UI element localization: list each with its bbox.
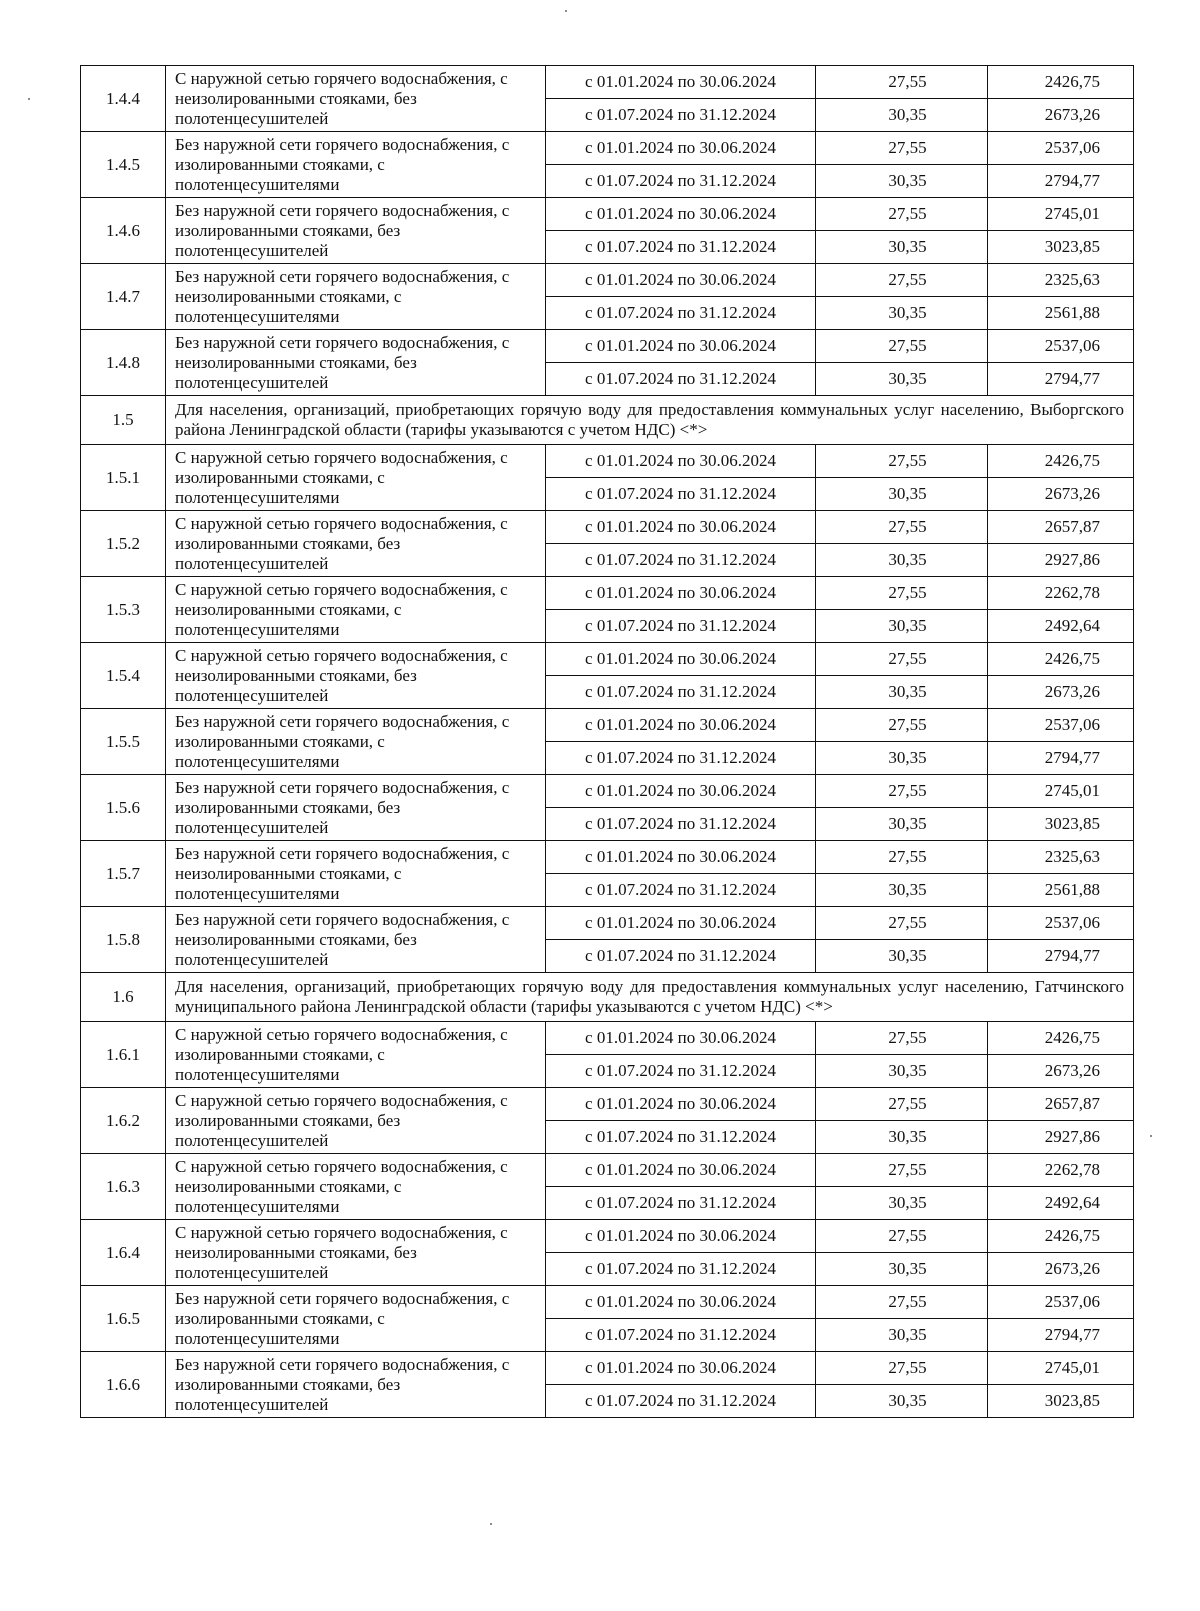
period-cell: с 01.07.2024 по 31.12.2024 bbox=[546, 544, 816, 577]
rate-component-cell: 27,55 bbox=[816, 264, 988, 297]
period-cell: с 01.07.2024 по 31.12.2024 bbox=[546, 1187, 816, 1220]
tariff-row bbox=[81, 709, 1134, 742]
rate-component-cell: 27,55 bbox=[816, 66, 988, 99]
tariff-row bbox=[81, 1352, 1134, 1385]
period-cell: с 01.01.2024 по 30.06.2024 bbox=[546, 330, 816, 363]
rate-component-cell: 30,35 bbox=[816, 1253, 988, 1286]
tariff-row bbox=[81, 445, 1134, 478]
item-description: Без наружной сети горячего водоснабжения, с неизолированными стояками, без полотенцесушителей bbox=[166, 330, 546, 396]
period-cell: с 01.01.2024 по 30.06.2024 bbox=[546, 1088, 816, 1121]
item-description: Без наружной сети горячего водоснабжения, с изолированными стояками, с полотенцесушителями bbox=[166, 1286, 546, 1352]
item-number: 1.5.5 bbox=[81, 709, 166, 775]
period-cell: с 01.07.2024 по 31.12.2024 bbox=[546, 1055, 816, 1088]
section-number: 1.5 bbox=[81, 396, 166, 445]
tariff-row bbox=[81, 66, 1134, 99]
item-number: 1.5.6 bbox=[81, 775, 166, 841]
rate-value-cell: 2537,06 bbox=[988, 709, 1134, 742]
scan-speck bbox=[28, 98, 30, 100]
period-cell: с 01.01.2024 по 30.06.2024 bbox=[546, 577, 816, 610]
rate-value-cell: 2794,77 bbox=[988, 363, 1134, 396]
rate-value-cell: 2745,01 bbox=[988, 1352, 1134, 1385]
rate-component-cell: 27,55 bbox=[816, 1286, 988, 1319]
rate-component-cell: 30,35 bbox=[816, 874, 988, 907]
rate-component-cell: 30,35 bbox=[816, 808, 988, 841]
item-number: 1.5.4 bbox=[81, 643, 166, 709]
period-cell: с 01.07.2024 по 31.12.2024 bbox=[546, 742, 816, 775]
tariff-row bbox=[81, 132, 1134, 165]
item-number: 1.4.7 bbox=[81, 264, 166, 330]
tariff-row bbox=[81, 264, 1134, 297]
item-description: Без наружной сети горячего водоснабжения, с неизолированными стояками, с полотенцесушителями bbox=[166, 841, 546, 907]
tariff-row bbox=[81, 907, 1134, 940]
item-description: С наружной сетью горячего водоснабжения, с изолированными стояками, без полотенцесушителей bbox=[166, 1088, 546, 1154]
period-cell: с 01.01.2024 по 30.06.2024 bbox=[546, 132, 816, 165]
item-description: С наружной сетью горячего водоснабжения, с изолированными стояками, с полотенцесушителями bbox=[166, 1022, 546, 1088]
period-cell: с 01.07.2024 по 31.12.2024 bbox=[546, 1385, 816, 1418]
scan-speck bbox=[490, 1523, 492, 1525]
rate-component-cell: 30,35 bbox=[816, 742, 988, 775]
tariff-row bbox=[81, 511, 1134, 544]
rate-value-cell: 2794,77 bbox=[988, 742, 1134, 775]
period-cell: с 01.07.2024 по 31.12.2024 bbox=[546, 808, 816, 841]
item-description: Без наружной сети горячего водоснабжения, с изолированными стояками, без полотенцесушителей bbox=[166, 198, 546, 264]
tariff-row bbox=[81, 1088, 1134, 1121]
item-number: 1.5.1 bbox=[81, 445, 166, 511]
rate-value-cell: 3023,85 bbox=[988, 1385, 1134, 1418]
period-cell: с 01.01.2024 по 30.06.2024 bbox=[546, 1220, 816, 1253]
tariff-row bbox=[81, 1286, 1134, 1319]
period-cell: с 01.07.2024 по 31.12.2024 bbox=[546, 874, 816, 907]
rate-component-cell: 27,55 bbox=[816, 511, 988, 544]
rate-value-cell: 2426,75 bbox=[988, 1220, 1134, 1253]
period-cell: с 01.07.2024 по 31.12.2024 bbox=[546, 231, 816, 264]
period-cell: с 01.07.2024 по 31.12.2024 bbox=[546, 940, 816, 973]
rate-component-cell: 30,35 bbox=[816, 1385, 988, 1418]
period-cell: с 01.07.2024 по 31.12.2024 bbox=[546, 1253, 816, 1286]
rate-value-cell: 2794,77 bbox=[988, 1319, 1134, 1352]
tariff-row bbox=[81, 775, 1134, 808]
rate-value-cell: 2426,75 bbox=[988, 643, 1134, 676]
period-cell: с 01.07.2024 по 31.12.2024 bbox=[546, 676, 816, 709]
item-number: 1.4.5 bbox=[81, 132, 166, 198]
tariff-row bbox=[81, 577, 1134, 610]
rate-value-cell: 2657,87 bbox=[988, 511, 1134, 544]
rate-component-cell: 30,35 bbox=[816, 99, 988, 132]
rate-component-cell: 27,55 bbox=[816, 841, 988, 874]
rate-component-cell: 27,55 bbox=[816, 709, 988, 742]
rate-component-cell: 27,55 bbox=[816, 198, 988, 231]
rate-component-cell: 30,35 bbox=[816, 610, 988, 643]
period-cell: с 01.01.2024 по 30.06.2024 bbox=[546, 907, 816, 940]
scan-speck bbox=[565, 10, 567, 12]
tariff-row bbox=[81, 1022, 1134, 1055]
period-cell: с 01.07.2024 по 31.12.2024 bbox=[546, 478, 816, 511]
item-description: Без наружной сети горячего водоснабжения, с изолированными стояками, без полотенцесушителей bbox=[166, 775, 546, 841]
tariff-row bbox=[81, 643, 1134, 676]
rate-value-cell: 2537,06 bbox=[988, 132, 1134, 165]
rate-value-cell: 2537,06 bbox=[988, 330, 1134, 363]
section-title: Для населения, организаций, приобретающих горячую воду для предоставления коммунальных услуг населению, Выборгского района Ленинградской области (тарифы указываются с учетом НДС) <*> bbox=[166, 396, 1134, 445]
item-number: 1.4.8 bbox=[81, 330, 166, 396]
section-row bbox=[81, 396, 1134, 445]
period-cell: с 01.07.2024 по 31.12.2024 bbox=[546, 1319, 816, 1352]
item-number: 1.4.6 bbox=[81, 198, 166, 264]
rate-component-cell: 30,35 bbox=[816, 940, 988, 973]
rate-component-cell: 30,35 bbox=[816, 1121, 988, 1154]
rate-value-cell: 2561,88 bbox=[988, 874, 1134, 907]
period-cell: с 01.01.2024 по 30.06.2024 bbox=[546, 511, 816, 544]
item-description: С наружной сетью горячего водоснабжения, с неизолированными стояками, без полотенцесушителей bbox=[166, 66, 546, 132]
tariff-row bbox=[81, 198, 1134, 231]
period-cell: с 01.01.2024 по 30.06.2024 bbox=[546, 643, 816, 676]
item-number: 1.5.7 bbox=[81, 841, 166, 907]
rate-component-cell: 27,55 bbox=[816, 1220, 988, 1253]
item-description: С наружной сетью горячего водоснабжения, с неизолированными стояками, с полотенцесушителями bbox=[166, 1154, 546, 1220]
rate-component-cell: 30,35 bbox=[816, 478, 988, 511]
period-cell: с 01.07.2024 по 31.12.2024 bbox=[546, 610, 816, 643]
rate-value-cell: 2657,87 bbox=[988, 1088, 1134, 1121]
item-number: 1.6.1 bbox=[81, 1022, 166, 1088]
rate-component-cell: 27,55 bbox=[816, 445, 988, 478]
rate-component-cell: 27,55 bbox=[816, 132, 988, 165]
tariff-table bbox=[80, 65, 1134, 1418]
period-cell: с 01.01.2024 по 30.06.2024 bbox=[546, 775, 816, 808]
rate-component-cell: 27,55 bbox=[816, 577, 988, 610]
rate-value-cell: 2537,06 bbox=[988, 1286, 1134, 1319]
item-number: 1.5.2 bbox=[81, 511, 166, 577]
rate-value-cell: 2927,86 bbox=[988, 1121, 1134, 1154]
period-cell: с 01.01.2024 по 30.06.2024 bbox=[546, 1352, 816, 1385]
item-number: 1.6.2 bbox=[81, 1088, 166, 1154]
tariff-row bbox=[81, 330, 1134, 363]
rate-component-cell: 27,55 bbox=[816, 643, 988, 676]
section-title: Для населения, организаций, приобретающих горячую воду для предоставления коммунальных услуг населению, Гатчинского муниципального района Ленинградской области (тарифы указываются с учетом НДС) <*> bbox=[166, 973, 1134, 1022]
tariff-document-page bbox=[80, 65, 1133, 1418]
rate-component-cell: 30,35 bbox=[816, 544, 988, 577]
rate-component-cell: 30,35 bbox=[816, 1055, 988, 1088]
period-cell: с 01.07.2024 по 31.12.2024 bbox=[546, 1121, 816, 1154]
rate-value-cell: 2492,64 bbox=[988, 610, 1134, 643]
section-row bbox=[81, 973, 1134, 1022]
rate-value-cell: 2673,26 bbox=[988, 1253, 1134, 1286]
item-number: 1.6.3 bbox=[81, 1154, 166, 1220]
rate-value-cell: 2673,26 bbox=[988, 478, 1134, 511]
rate-value-cell: 2673,26 bbox=[988, 1055, 1134, 1088]
period-cell: с 01.01.2024 по 30.06.2024 bbox=[546, 264, 816, 297]
rate-value-cell: 2794,77 bbox=[988, 940, 1134, 973]
item-description: С наружной сетью горячего водоснабжения, с изолированными стояками, без полотенцесушителей bbox=[166, 511, 546, 577]
tariff-table-body bbox=[81, 66, 1134, 1418]
period-cell: с 01.07.2024 по 31.12.2024 bbox=[546, 363, 816, 396]
rate-value-cell: 3023,85 bbox=[988, 808, 1134, 841]
tariff-row bbox=[81, 1154, 1134, 1187]
period-cell: с 01.01.2024 по 30.06.2024 bbox=[546, 66, 816, 99]
rate-value-cell: 2673,26 bbox=[988, 676, 1134, 709]
period-cell: с 01.01.2024 по 30.06.2024 bbox=[546, 1286, 816, 1319]
period-cell: с 01.01.2024 по 30.06.2024 bbox=[546, 198, 816, 231]
item-description: Без наружной сети горячего водоснабжения, с изолированными стояками, без полотенцесушителей bbox=[166, 1352, 546, 1418]
rate-value-cell: 2927,86 bbox=[988, 544, 1134, 577]
rate-component-cell: 30,35 bbox=[816, 676, 988, 709]
item-description: Без наружной сети горячего водоснабжения, с неизолированными стояками, с полотенцесушителями bbox=[166, 264, 546, 330]
rate-value-cell: 2426,75 bbox=[988, 445, 1134, 478]
rate-component-cell: 30,35 bbox=[816, 1187, 988, 1220]
rate-value-cell: 3023,85 bbox=[988, 231, 1134, 264]
period-cell: с 01.01.2024 по 30.06.2024 bbox=[546, 445, 816, 478]
rate-value-cell: 2262,78 bbox=[988, 577, 1134, 610]
rate-component-cell: 30,35 bbox=[816, 297, 988, 330]
rate-component-cell: 27,55 bbox=[816, 907, 988, 940]
section-number: 1.6 bbox=[81, 973, 166, 1022]
rate-component-cell: 27,55 bbox=[816, 1352, 988, 1385]
rate-component-cell: 27,55 bbox=[816, 1088, 988, 1121]
rate-component-cell: 30,35 bbox=[816, 231, 988, 264]
period-cell: с 01.01.2024 по 30.06.2024 bbox=[546, 1154, 816, 1187]
rate-value-cell: 2745,01 bbox=[988, 198, 1134, 231]
rate-component-cell: 30,35 bbox=[816, 165, 988, 198]
rate-value-cell: 2426,75 bbox=[988, 66, 1134, 99]
period-cell: с 01.01.2024 по 30.06.2024 bbox=[546, 709, 816, 742]
item-description: Без наружной сети горячего водоснабжения, с изолированными стояками, с полотенцесушителями bbox=[166, 709, 546, 775]
tariff-row bbox=[81, 841, 1134, 874]
period-cell: с 01.07.2024 по 31.12.2024 bbox=[546, 165, 816, 198]
rate-value-cell: 2426,75 bbox=[988, 1022, 1134, 1055]
item-number: 1.6.6 bbox=[81, 1352, 166, 1418]
item-number: 1.4.4 bbox=[81, 66, 166, 132]
rate-component-cell: 27,55 bbox=[816, 1022, 988, 1055]
period-cell: с 01.07.2024 по 31.12.2024 bbox=[546, 99, 816, 132]
rate-value-cell: 2794,77 bbox=[988, 165, 1134, 198]
item-description: С наружной сетью горячего водоснабжения, с изолированными стояками, с полотенцесушителями bbox=[166, 445, 546, 511]
rate-value-cell: 2262,78 bbox=[988, 1154, 1134, 1187]
rate-component-cell: 30,35 bbox=[816, 1319, 988, 1352]
scan-speck bbox=[1150, 1135, 1152, 1137]
item-number: 1.5.8 bbox=[81, 907, 166, 973]
rate-value-cell: 2745,01 bbox=[988, 775, 1134, 808]
item-description: С наружной сетью горячего водоснабжения, с неизолированными стояками, без полотенцесушителей bbox=[166, 1220, 546, 1286]
rate-component-cell: 27,55 bbox=[816, 1154, 988, 1187]
rate-component-cell: 27,55 bbox=[816, 775, 988, 808]
item-number: 1.6.5 bbox=[81, 1286, 166, 1352]
period-cell: с 01.01.2024 по 30.06.2024 bbox=[546, 1022, 816, 1055]
rate-component-cell: 30,35 bbox=[816, 363, 988, 396]
rate-value-cell: 2561,88 bbox=[988, 297, 1134, 330]
item-description: С наружной сетью горячего водоснабжения, с неизолированными стояками, без полотенцесушителей bbox=[166, 643, 546, 709]
item-number: 1.6.4 bbox=[81, 1220, 166, 1286]
tariff-row bbox=[81, 1220, 1134, 1253]
rate-value-cell: 2325,63 bbox=[988, 264, 1134, 297]
rate-value-cell: 2492,64 bbox=[988, 1187, 1134, 1220]
rate-value-cell: 2673,26 bbox=[988, 99, 1134, 132]
rate-component-cell: 27,55 bbox=[816, 330, 988, 363]
item-number: 1.5.3 bbox=[81, 577, 166, 643]
rate-value-cell: 2537,06 bbox=[988, 907, 1134, 940]
rate-value-cell: 2325,63 bbox=[988, 841, 1134, 874]
item-description: Без наружной сети горячего водоснабжения, с неизолированными стояками, без полотенцесушителей bbox=[166, 907, 546, 973]
item-description: С наружной сетью горячего водоснабжения, с неизолированными стояками, с полотенцесушителями bbox=[166, 577, 546, 643]
period-cell: с 01.01.2024 по 30.06.2024 bbox=[546, 841, 816, 874]
period-cell: с 01.07.2024 по 31.12.2024 bbox=[546, 297, 816, 330]
item-description: Без наружной сети горячего водоснабжения, с изолированными стояками, с полотенцесушителями bbox=[166, 132, 546, 198]
